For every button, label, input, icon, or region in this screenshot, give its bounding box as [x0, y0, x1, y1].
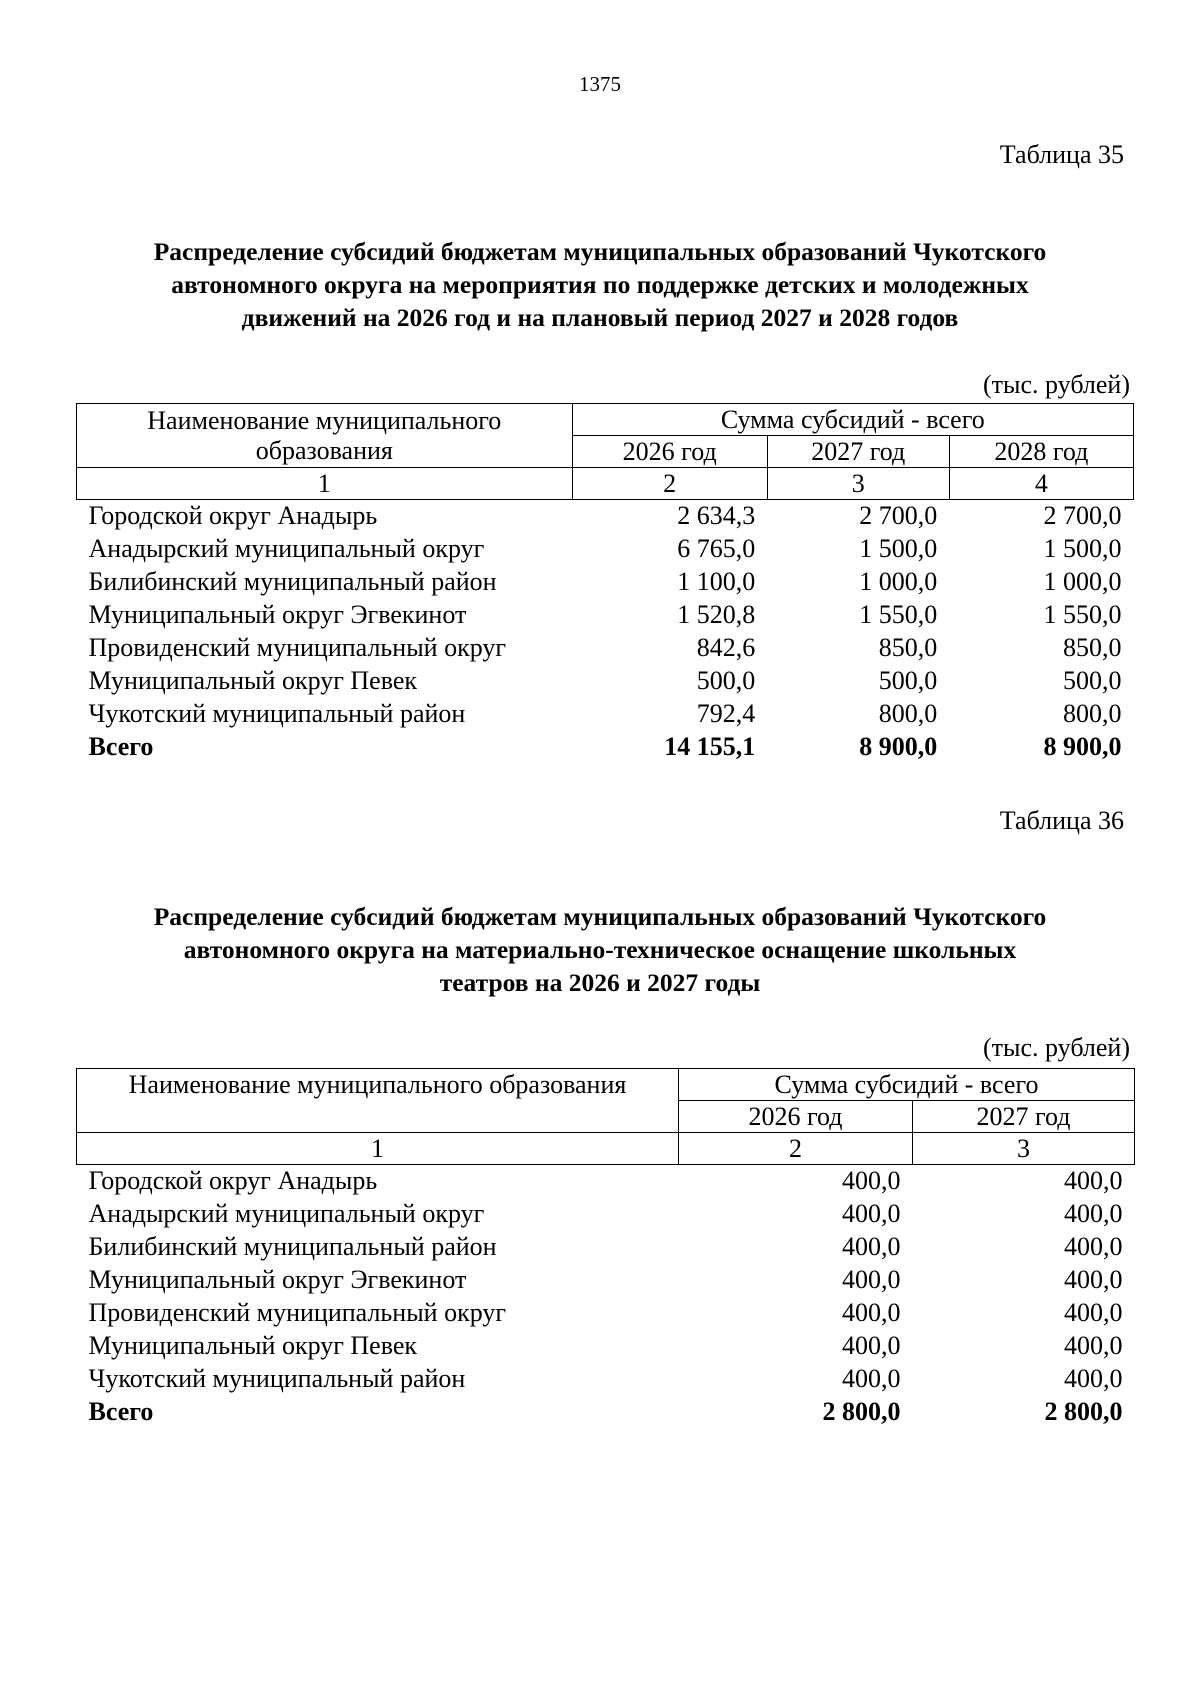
value-cell: 400,0 [1064, 1232, 1123, 1261]
municipality-name: Муниципальный округ Эгвекинот [88, 1265, 467, 1294]
table-row [77, 566, 1134, 599]
table-row [77, 1198, 1135, 1231]
table-35 [76, 403, 1134, 764]
table-36-title [100, 900, 1100, 999]
header-year-cell: 2026 год [572, 436, 767, 468]
table-36 [76, 1068, 1135, 1429]
header-year-cell: 2026 год [679, 1101, 913, 1133]
value-cell: 850,0 [1063, 633, 1122, 662]
header-name-line: образования [255, 435, 393, 465]
table-35-label: Таблица 35 [999, 140, 1124, 169]
total-label: Всего [88, 1397, 154, 1426]
municipality-name: Муниципальный округ Певек [88, 666, 418, 695]
municipality-name: Чукотский муниципальный район [88, 1364, 466, 1393]
value-cell: 400,0 [1064, 1166, 1123, 1196]
municipality-name: Провиденский муниципальный округ [88, 633, 507, 662]
municipality-name: Анадырский муниципальный округ [88, 1199, 485, 1228]
value-cell: 1 550,0 [1043, 600, 1122, 629]
column-number-cell: 3 [913, 1133, 1135, 1165]
table-36-title-line: театров на 2026 и 2027 годы [439, 968, 761, 997]
table-35-title-line: Распределение субсидий бюджетам муниципальных образований Чукотского [153, 237, 1047, 266]
value-cell: 2 700,0 [1043, 501, 1122, 531]
table-row [77, 1231, 1135, 1264]
header-name-line: Наименование муниципального образования [128, 1070, 627, 1099]
value-cell: 400,0 [1064, 1265, 1123, 1294]
value-cell: 2 700,0 [859, 501, 938, 531]
municipality-name: Билибинский муниципальный район [88, 1232, 497, 1261]
page-number: 1375 [579, 72, 621, 96]
value-cell: 792,4 [696, 699, 756, 728]
value-cell: 400,0 [842, 1331, 901, 1360]
value-cell: 6 765,0 [677, 534, 756, 563]
table-36-units: (тыс. рублей) [982, 1033, 1130, 1062]
table-36-title-line: Распределение субсидий бюджетам муниципальных образований Чукотского [153, 902, 1047, 931]
column-number-cell: 3 [767, 468, 949, 500]
column-number-cell: 1 [77, 1133, 679, 1165]
municipality-name: Городской округ Анадырь [88, 501, 378, 531]
value-cell: 400,0 [1064, 1331, 1123, 1360]
table-35-title-line: движений на 2026 год и на плановый период 2027 и 2028 годов [241, 303, 959, 332]
table-35-units: (тыс. рублей) [982, 370, 1130, 399]
column-number-cell: 1 [77, 468, 573, 500]
table-row [77, 1297, 1135, 1330]
municipality-name: Анадырский муниципальный округ [88, 534, 485, 563]
table-36-label: Таблица 36 [999, 806, 1124, 835]
header-year-cell: 2027 год [913, 1101, 1135, 1133]
municipality-name: Билибинский муниципальный район [88, 567, 497, 596]
table-35-title-line: автономного округа на мероприятия по поддержке детских и молодежных [171, 270, 1029, 299]
table-row [77, 1363, 1135, 1396]
value-cell: 2 634,3 [677, 501, 756, 531]
total-value: 14 155,1 [664, 732, 756, 761]
municipality-name: Муниципальный округ Эгвекинот [88, 600, 467, 629]
value-cell: 400,0 [842, 1232, 901, 1261]
value-cell: 1 000,0 [859, 567, 938, 596]
table-row [77, 1264, 1135, 1297]
total-label: Всего [88, 732, 154, 761]
table-row [77, 665, 1134, 698]
header-sum-cell: Сумма субсидий - всего [679, 1069, 1135, 1101]
column-number-cell: 2 [572, 468, 767, 500]
value-cell: 1 000,0 [1043, 567, 1122, 596]
value-cell: 500,0 [696, 666, 756, 695]
value-cell: 400,0 [842, 1199, 901, 1228]
value-cell: 400,0 [1064, 1298, 1123, 1327]
value-cell: 842,6 [696, 633, 756, 662]
table-row [77, 1165, 1135, 1198]
table-row [77, 533, 1134, 566]
value-cell: 1 500,0 [1043, 534, 1122, 563]
value-cell: 400,0 [842, 1364, 901, 1393]
value-cell: 400,0 [1064, 1364, 1123, 1393]
header-sum-cell: Сумма субсидий - всего [572, 404, 1133, 436]
value-cell: 800,0 [1063, 699, 1122, 728]
table-row [77, 599, 1134, 632]
municipality-name: Чукотский муниципальный район [88, 699, 466, 728]
value-cell: 500,0 [878, 666, 938, 695]
value-cell: 800,0 [878, 699, 938, 728]
municipality-name: Городской округ Анадырь [88, 1166, 378, 1196]
header-name-cell [77, 404, 573, 468]
total-value: 2 800,0 [822, 1397, 901, 1426]
value-cell: 400,0 [1064, 1199, 1123, 1228]
table-35-title [100, 235, 1100, 334]
table-row [77, 632, 1134, 665]
column-number-cell: 4 [949, 468, 1133, 500]
value-cell: 1 550,0 [859, 600, 938, 629]
header-name-line: Наименование муниципального [147, 405, 502, 435]
table-row [77, 698, 1134, 731]
table-36-title-line: автономного округа на материально-техническое оснащение школьных [183, 935, 1017, 964]
total-row [77, 1396, 1135, 1429]
total-row [77, 731, 1134, 764]
value-cell: 1 520,8 [677, 600, 756, 629]
table-row [77, 500, 1134, 533]
value-cell: 400,0 [842, 1166, 901, 1196]
header-year-cell: 2028 год [949, 436, 1133, 468]
value-cell: 400,0 [842, 1298, 901, 1327]
municipality-name: Провиденский муниципальный округ [88, 1298, 507, 1327]
municipality-name: Муниципальный округ Певек [88, 1331, 418, 1360]
total-value: 8 900,0 [859, 732, 938, 761]
header-year-cell: 2027 год [767, 436, 949, 468]
total-value: 2 800,0 [1044, 1397, 1123, 1426]
value-cell: 1 100,0 [677, 567, 756, 596]
value-cell: 500,0 [1063, 666, 1122, 695]
value-cell: 1 500,0 [859, 534, 938, 563]
column-number-cell: 2 [679, 1133, 913, 1165]
total-value: 8 900,0 [1043, 732, 1122, 761]
header-name-cell [77, 1069, 679, 1133]
value-cell: 400,0 [842, 1265, 901, 1294]
table-row [77, 1330, 1135, 1363]
value-cell: 850,0 [878, 633, 938, 662]
